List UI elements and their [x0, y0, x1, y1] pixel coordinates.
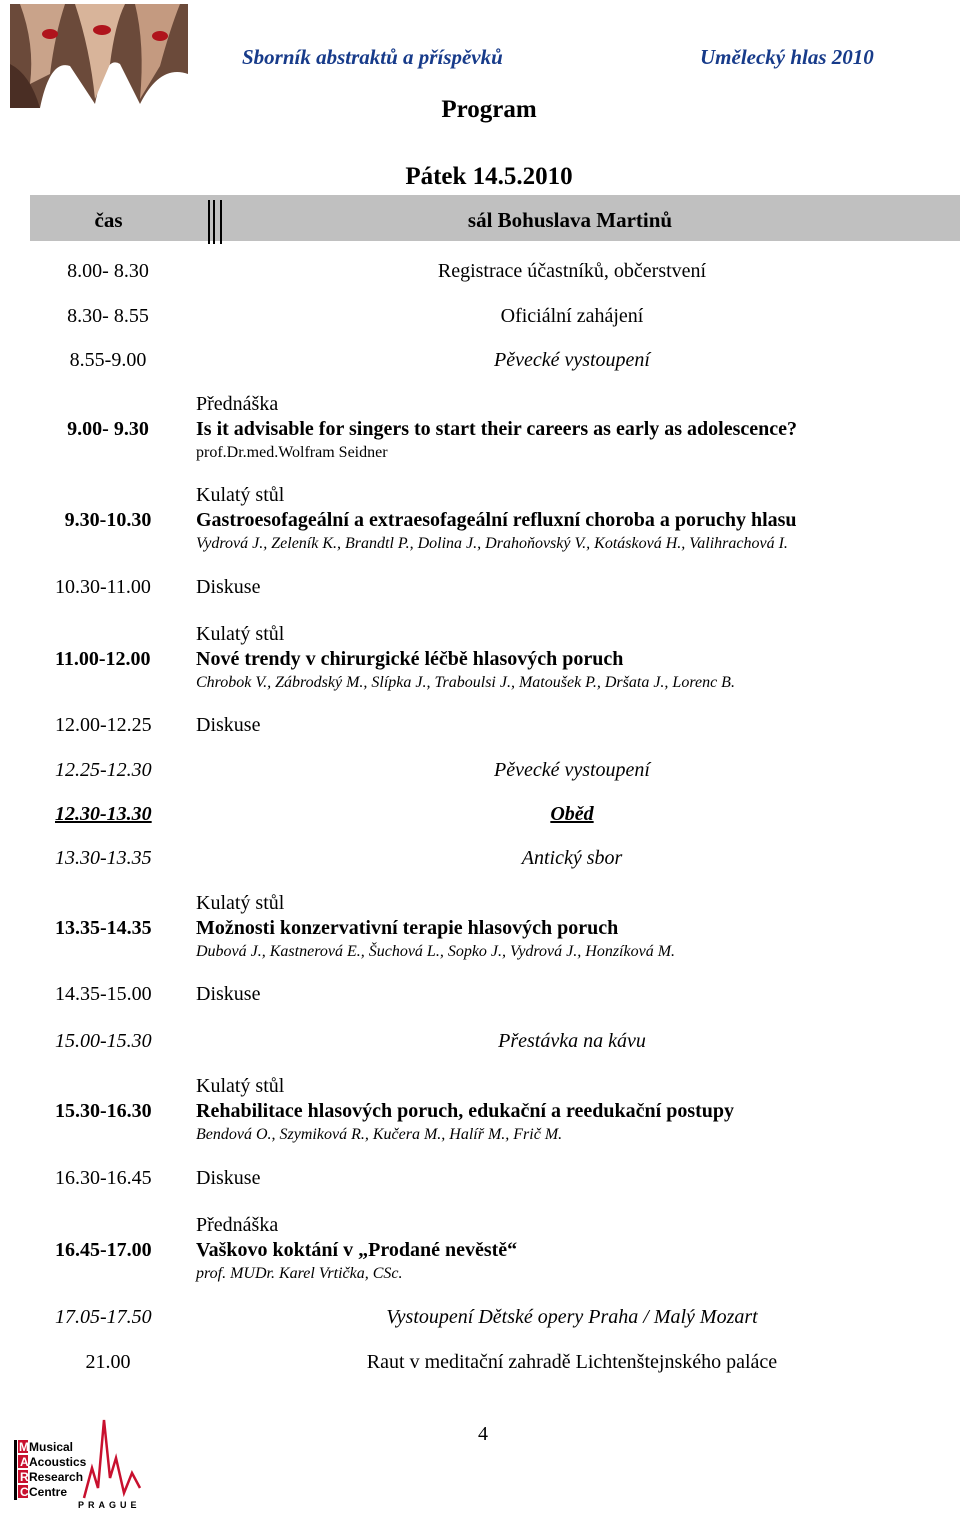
column-header-time: čas	[94, 208, 123, 232]
row-time: 13.30-13.35	[55, 847, 152, 869]
header-proceedings-title: Sborník abstraktů a příspěvků	[242, 45, 503, 69]
svg-text:C: C	[20, 1485, 29, 1499]
page-title: Program	[441, 96, 537, 123]
session-topic: Možnosti konzervativní terapie hlasových poruch	[196, 917, 619, 939]
logo-line-4: Centre	[29, 1485, 68, 1499]
session-type: Přednáška	[196, 1214, 279, 1236]
session-type: Přednáška	[196, 393, 279, 415]
logo-line-1: Musical	[29, 1440, 74, 1454]
row-time: 9.30-10.30	[64, 509, 152, 531]
svg-text:A: A	[20, 1455, 29, 1469]
row-time: 8.00- 8.30	[67, 260, 149, 282]
svg-text:M: M	[19, 1440, 29, 1454]
session-authors: prof. MUDr. Karel Vrtička, CSc.	[196, 1265, 403, 1282]
row-time: 12.30-13.30	[55, 803, 152, 825]
session-authors: Vydrová J., Zeleník K., Brandtl P., Dolina J., Drahoňovský V., Kotásková H., Valihrachová I.	[196, 535, 788, 552]
singers-illustration-icon	[10, 4, 188, 108]
row-time: 21.00	[85, 1351, 131, 1373]
session-type: Kulatý stůl	[196, 484, 285, 506]
session-authors: Bendová O., Szymiková R., Kučera M., Halíř M., Frič M.	[196, 1126, 563, 1143]
page-number: 4	[478, 1423, 488, 1445]
row-time: 12.00-12.25	[55, 714, 152, 736]
header-event-title: Umělecký hlas 2010	[700, 45, 874, 69]
row-text: Vystoupení Dětské opery Praha / Malý Mozart	[386, 1306, 758, 1328]
musical-acoustics-research-centre-logo-icon	[14, 1418, 144, 1510]
row-text: Diskuse	[196, 714, 261, 736]
session-topic: Vaškovo koktání v „Prodané nevěstě“	[196, 1239, 518, 1261]
row-time: 13.35-14.35	[55, 917, 152, 939]
row-text: Registrace účastníků, občerstvení	[437, 260, 707, 282]
session-topic: Is it advisable for singers to start their careers as early as adolescence?	[196, 418, 798, 440]
row-time: 14.35-15.00	[55, 983, 152, 1005]
session-topic: Gastroesofageální a extraesofageální refluxní choroba a poruchy hlasu	[196, 509, 797, 531]
session-topic: Rehabilitace hlasových poruch, edukační a reedukační postupy	[196, 1100, 735, 1122]
row-time: 16.30-16.45	[55, 1167, 152, 1189]
row-text: Diskuse	[196, 983, 261, 1005]
row-text: Pěvecké vystoupení	[493, 759, 650, 781]
row-text: Oběd	[550, 803, 594, 825]
session-authors: Dubová J., Kastnerová E., Šuchová L., Sopko J., Vydrová J., Honzíková M.	[196, 943, 676, 960]
row-time: 8.30- 8.55	[67, 305, 149, 327]
row-time: 12.25-12.30	[55, 759, 152, 781]
logo-line-2: Acoustics	[29, 1455, 87, 1469]
row-text: Diskuse	[196, 576, 261, 598]
session-authors: prof.Dr.med.Wolfram Seidner	[196, 444, 388, 461]
row-text: Pěvecké vystoupení	[493, 349, 650, 371]
session-type: Kulatý stůl	[196, 623, 285, 645]
column-separator	[208, 200, 224, 244]
svg-text:R: R	[20, 1470, 29, 1484]
row-text: Diskuse	[196, 1167, 261, 1189]
row-time: 16.45-17.00	[55, 1239, 152, 1261]
logo-line-3: Research	[29, 1470, 84, 1484]
row-time: 9.00- 9.30	[67, 418, 149, 440]
row-time: 11.00-12.00	[55, 648, 151, 670]
row-time: 17.05-17.50	[55, 1306, 152, 1328]
row-text: Oficiální zahájení	[500, 305, 644, 327]
session-topic: Nové trendy v chirurgické léčbě hlasových poruch	[196, 648, 624, 670]
row-time: 15.30-16.30	[55, 1100, 152, 1122]
logo-city: PRAGUE	[78, 1500, 141, 1510]
session-authors: Chrobok V., Zábrodský M., Slípka J., Traboulsi J., Matoušek P., Dršata J., Lorenc B.	[196, 674, 735, 691]
session-type: Kulatý stůl	[196, 892, 285, 914]
row-text: Antický sbor	[521, 847, 623, 869]
row-text: Přestávka na kávu	[498, 1030, 646, 1052]
row-text: Raut v meditační zahradě Lichtenštejnského paláce	[366, 1351, 778, 1373]
day-heading: Pátek 14.5.2010	[405, 163, 573, 190]
table-header	[30, 195, 960, 241]
row-time: 10.30-11.00	[55, 576, 151, 598]
row-time: 15.00-15.30	[55, 1030, 152, 1052]
session-type: Kulatý stůl	[196, 1075, 285, 1097]
column-header-hall: sál Bohuslava Martinů	[467, 208, 673, 232]
row-time: 8.55-9.00	[69, 349, 147, 371]
